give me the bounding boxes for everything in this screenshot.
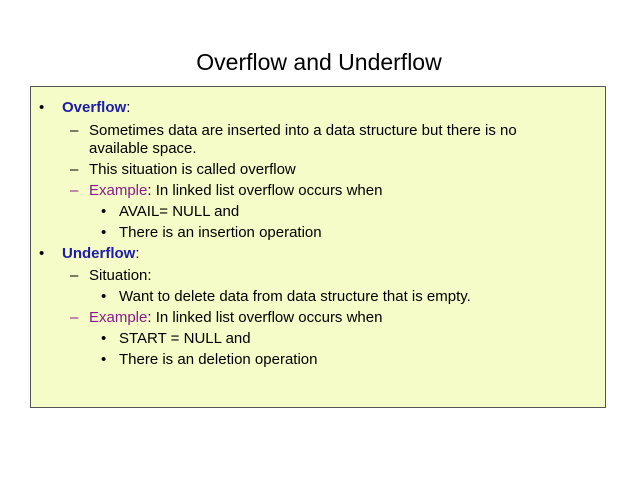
overflow-colon: : [126,99,131,116]
underflow-condition1-bullet: • [101,330,107,347]
overflow-example-text: : In linked list overflow occurs when [147,182,383,199]
underflow-bullet: • [39,245,45,262]
underflow-example-text: : In linked list overflow occurs when [147,309,383,326]
overflow-desc-dash: – [70,122,79,139]
overflow-example [89,182,382,200]
underflow-situation-bullet: • [101,288,107,305]
overflow-condition1: AVAIL= NULL and [119,203,240,220]
overflow-desc-line1: Sometimes data are inserted into a data structure but there is no [89,122,517,139]
overflow-bullet: • [39,99,45,116]
overflow-heading [62,99,130,117]
content-box [30,86,606,408]
underflow-condition1: START = NULL and [119,330,251,347]
underflow-situation-text: Want to delete data from data structure that is empty. [119,288,471,305]
underflow-colon: : [135,245,140,262]
underflow-term: Underflow [62,245,136,262]
underflow-situation-label: Situation: [89,267,152,284]
overflow-situation: This situation is called overflow [89,161,296,178]
underflow-example-label: Example [89,309,148,326]
underflow-condition2: There is an deletion operation [119,351,318,368]
overflow-desc-line2: available space. [89,140,197,157]
underflow-condition2-bullet: • [101,351,107,368]
overflow-example-label: Example [89,182,148,199]
underflow-example-dash: – [70,309,79,326]
underflow-situation-dash: – [70,267,79,284]
slide-title: Overflow and Underflow [196,49,442,75]
overflow-situation-dash: – [70,161,79,178]
overflow-condition2: There is an insertion operation [119,224,322,241]
underflow-heading [62,245,140,263]
underflow-example [89,309,382,327]
overflow-condition2-bullet: • [101,224,107,241]
overflow-condition1-bullet: • [101,203,107,220]
overflow-term: Overflow [62,99,127,116]
overflow-example-dash: – [70,182,79,199]
